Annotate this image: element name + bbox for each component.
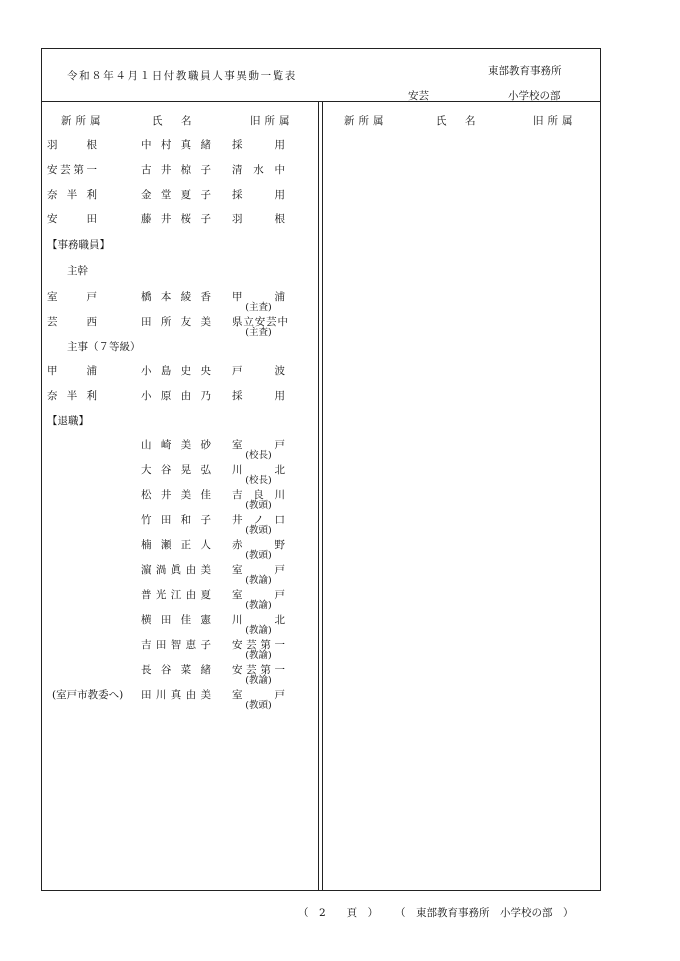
person-name: 濵渦眞由美 bbox=[141, 564, 211, 576]
old-school: 甲浦 bbox=[232, 291, 285, 303]
col-header-new: 新所属 bbox=[61, 115, 105, 127]
person-name: 橋本綾香 bbox=[141, 291, 211, 303]
table-row bbox=[0, 662, 320, 686]
new-school: 奈半利 bbox=[47, 189, 97, 201]
old-school: 室戸 bbox=[232, 689, 285, 701]
position-note: (教頭) bbox=[245, 700, 272, 711]
person-name: 小島史央 bbox=[141, 365, 211, 377]
old-school: 戸波 bbox=[232, 365, 285, 377]
table-row bbox=[0, 187, 320, 205]
col-header-name-right: 氏 名 bbox=[436, 115, 480, 127]
new-school: 安田 bbox=[47, 213, 97, 225]
page-title: 令和８年４月１日付教職員人事異動一覧表 bbox=[67, 70, 297, 82]
new-school: 羽根 bbox=[47, 139, 97, 151]
old-school: 清水中 bbox=[232, 164, 285, 176]
column-divider-right bbox=[322, 101, 323, 891]
table-row bbox=[0, 162, 320, 180]
position-note: (教諭) bbox=[245, 575, 272, 586]
section-name: 小学校の部 bbox=[508, 90, 561, 102]
position-note: (主査) bbox=[245, 327, 272, 338]
table-row bbox=[0, 637, 320, 661]
position-note: (教諭) bbox=[245, 675, 272, 686]
district-name: 安芸 bbox=[408, 90, 429, 102]
new-school: 奈半利 bbox=[47, 390, 97, 402]
old-school: 県立安芸中 bbox=[232, 316, 288, 328]
office-name: 東部教育事務所 bbox=[488, 65, 562, 77]
position-note: (校長) bbox=[245, 450, 272, 461]
col-header-old: 旧所属 bbox=[250, 115, 294, 127]
old-school: 採用 bbox=[232, 390, 285, 402]
person-name: 金堂夏子 bbox=[141, 189, 211, 201]
col-header-name: 氏 名 bbox=[152, 115, 196, 127]
section-heading-retirement: 【退職】 bbox=[47, 415, 89, 427]
new-school: 甲浦 bbox=[47, 365, 97, 377]
old-school: 採用 bbox=[232, 139, 285, 151]
table-row bbox=[0, 587, 320, 611]
position-note: (教諭) bbox=[245, 625, 272, 636]
table-row bbox=[0, 289, 320, 313]
new-school: 室戸 bbox=[47, 291, 97, 303]
old-school: 赤野 bbox=[232, 539, 285, 551]
new-school: 芸西 bbox=[47, 316, 97, 328]
person-name: 長谷菜緒 bbox=[141, 664, 211, 676]
position-note: (教頭) bbox=[245, 500, 272, 511]
position-note: (教頭) bbox=[245, 525, 272, 536]
old-school: 川北 bbox=[232, 464, 285, 476]
col-header-new-right: 新所属 bbox=[344, 115, 388, 127]
footer-office: （ 東部教育事務所 小学校の部 ） bbox=[395, 907, 574, 919]
col-header-old-right: 旧所属 bbox=[533, 115, 577, 127]
person-name: 横田佳憲 bbox=[141, 614, 211, 626]
person-name: 藤井桜子 bbox=[141, 213, 211, 225]
person-name: 楠瀬正人 bbox=[141, 539, 211, 551]
section-heading-office-staff: 【事務職員】 bbox=[47, 239, 110, 251]
table-row bbox=[0, 137, 320, 155]
old-school: 吉良川 bbox=[232, 489, 285, 501]
person-name: 山崎美砂 bbox=[141, 439, 211, 451]
old-school: 室戸 bbox=[232, 589, 285, 601]
table-row bbox=[0, 612, 320, 636]
old-school: 採用 bbox=[232, 189, 285, 201]
person-name: 松井美佳 bbox=[141, 489, 211, 501]
table-row bbox=[0, 487, 320, 511]
table-row bbox=[0, 437, 320, 461]
old-school: 羽根 bbox=[232, 213, 285, 225]
person-name: 竹田和子 bbox=[141, 514, 211, 526]
position-note: (教諭) bbox=[245, 600, 272, 611]
table-row bbox=[0, 512, 320, 536]
new-school: 安芸第一 bbox=[47, 164, 97, 176]
person-name: 田川真由美 bbox=[141, 689, 211, 701]
position-note: (教諭) bbox=[245, 650, 272, 661]
person-name: 大谷晃弘 bbox=[141, 464, 211, 476]
table-row bbox=[0, 388, 320, 406]
person-name: 小原由乃 bbox=[141, 390, 211, 402]
person-name: 中村真緒 bbox=[141, 139, 211, 151]
table-row bbox=[0, 363, 320, 381]
old-school: 安芸第一 bbox=[232, 639, 285, 651]
position-note: (主査) bbox=[245, 302, 272, 313]
person-name: 田所友美 bbox=[141, 316, 211, 328]
table-row bbox=[0, 687, 320, 711]
old-school: 室戸 bbox=[232, 439, 285, 451]
page-number: （ 2 頁 ） bbox=[298, 907, 379, 919]
rank-label-chief: 主幹 bbox=[67, 265, 88, 277]
old-school: 安芸第一 bbox=[232, 664, 285, 676]
table-row bbox=[0, 211, 320, 229]
position-note: (校長) bbox=[245, 475, 272, 486]
person-name: 古井椋子 bbox=[141, 164, 211, 176]
position-note: (教頭) bbox=[245, 550, 272, 561]
table-row bbox=[0, 537, 320, 561]
person-name: 吉田智恵子 bbox=[141, 639, 211, 651]
table-row bbox=[0, 462, 320, 486]
old-school: 井ノ口 bbox=[232, 514, 285, 526]
new-destination: (室戸市教委へ) bbox=[52, 689, 124, 701]
table-row bbox=[0, 562, 320, 586]
table-row bbox=[0, 314, 320, 338]
old-school: 室戸 bbox=[232, 564, 285, 576]
person-name: 普光江由夏 bbox=[141, 589, 211, 601]
old-school: 川北 bbox=[232, 614, 285, 626]
rank-label-clerk: 主事（７等級） bbox=[67, 341, 141, 353]
